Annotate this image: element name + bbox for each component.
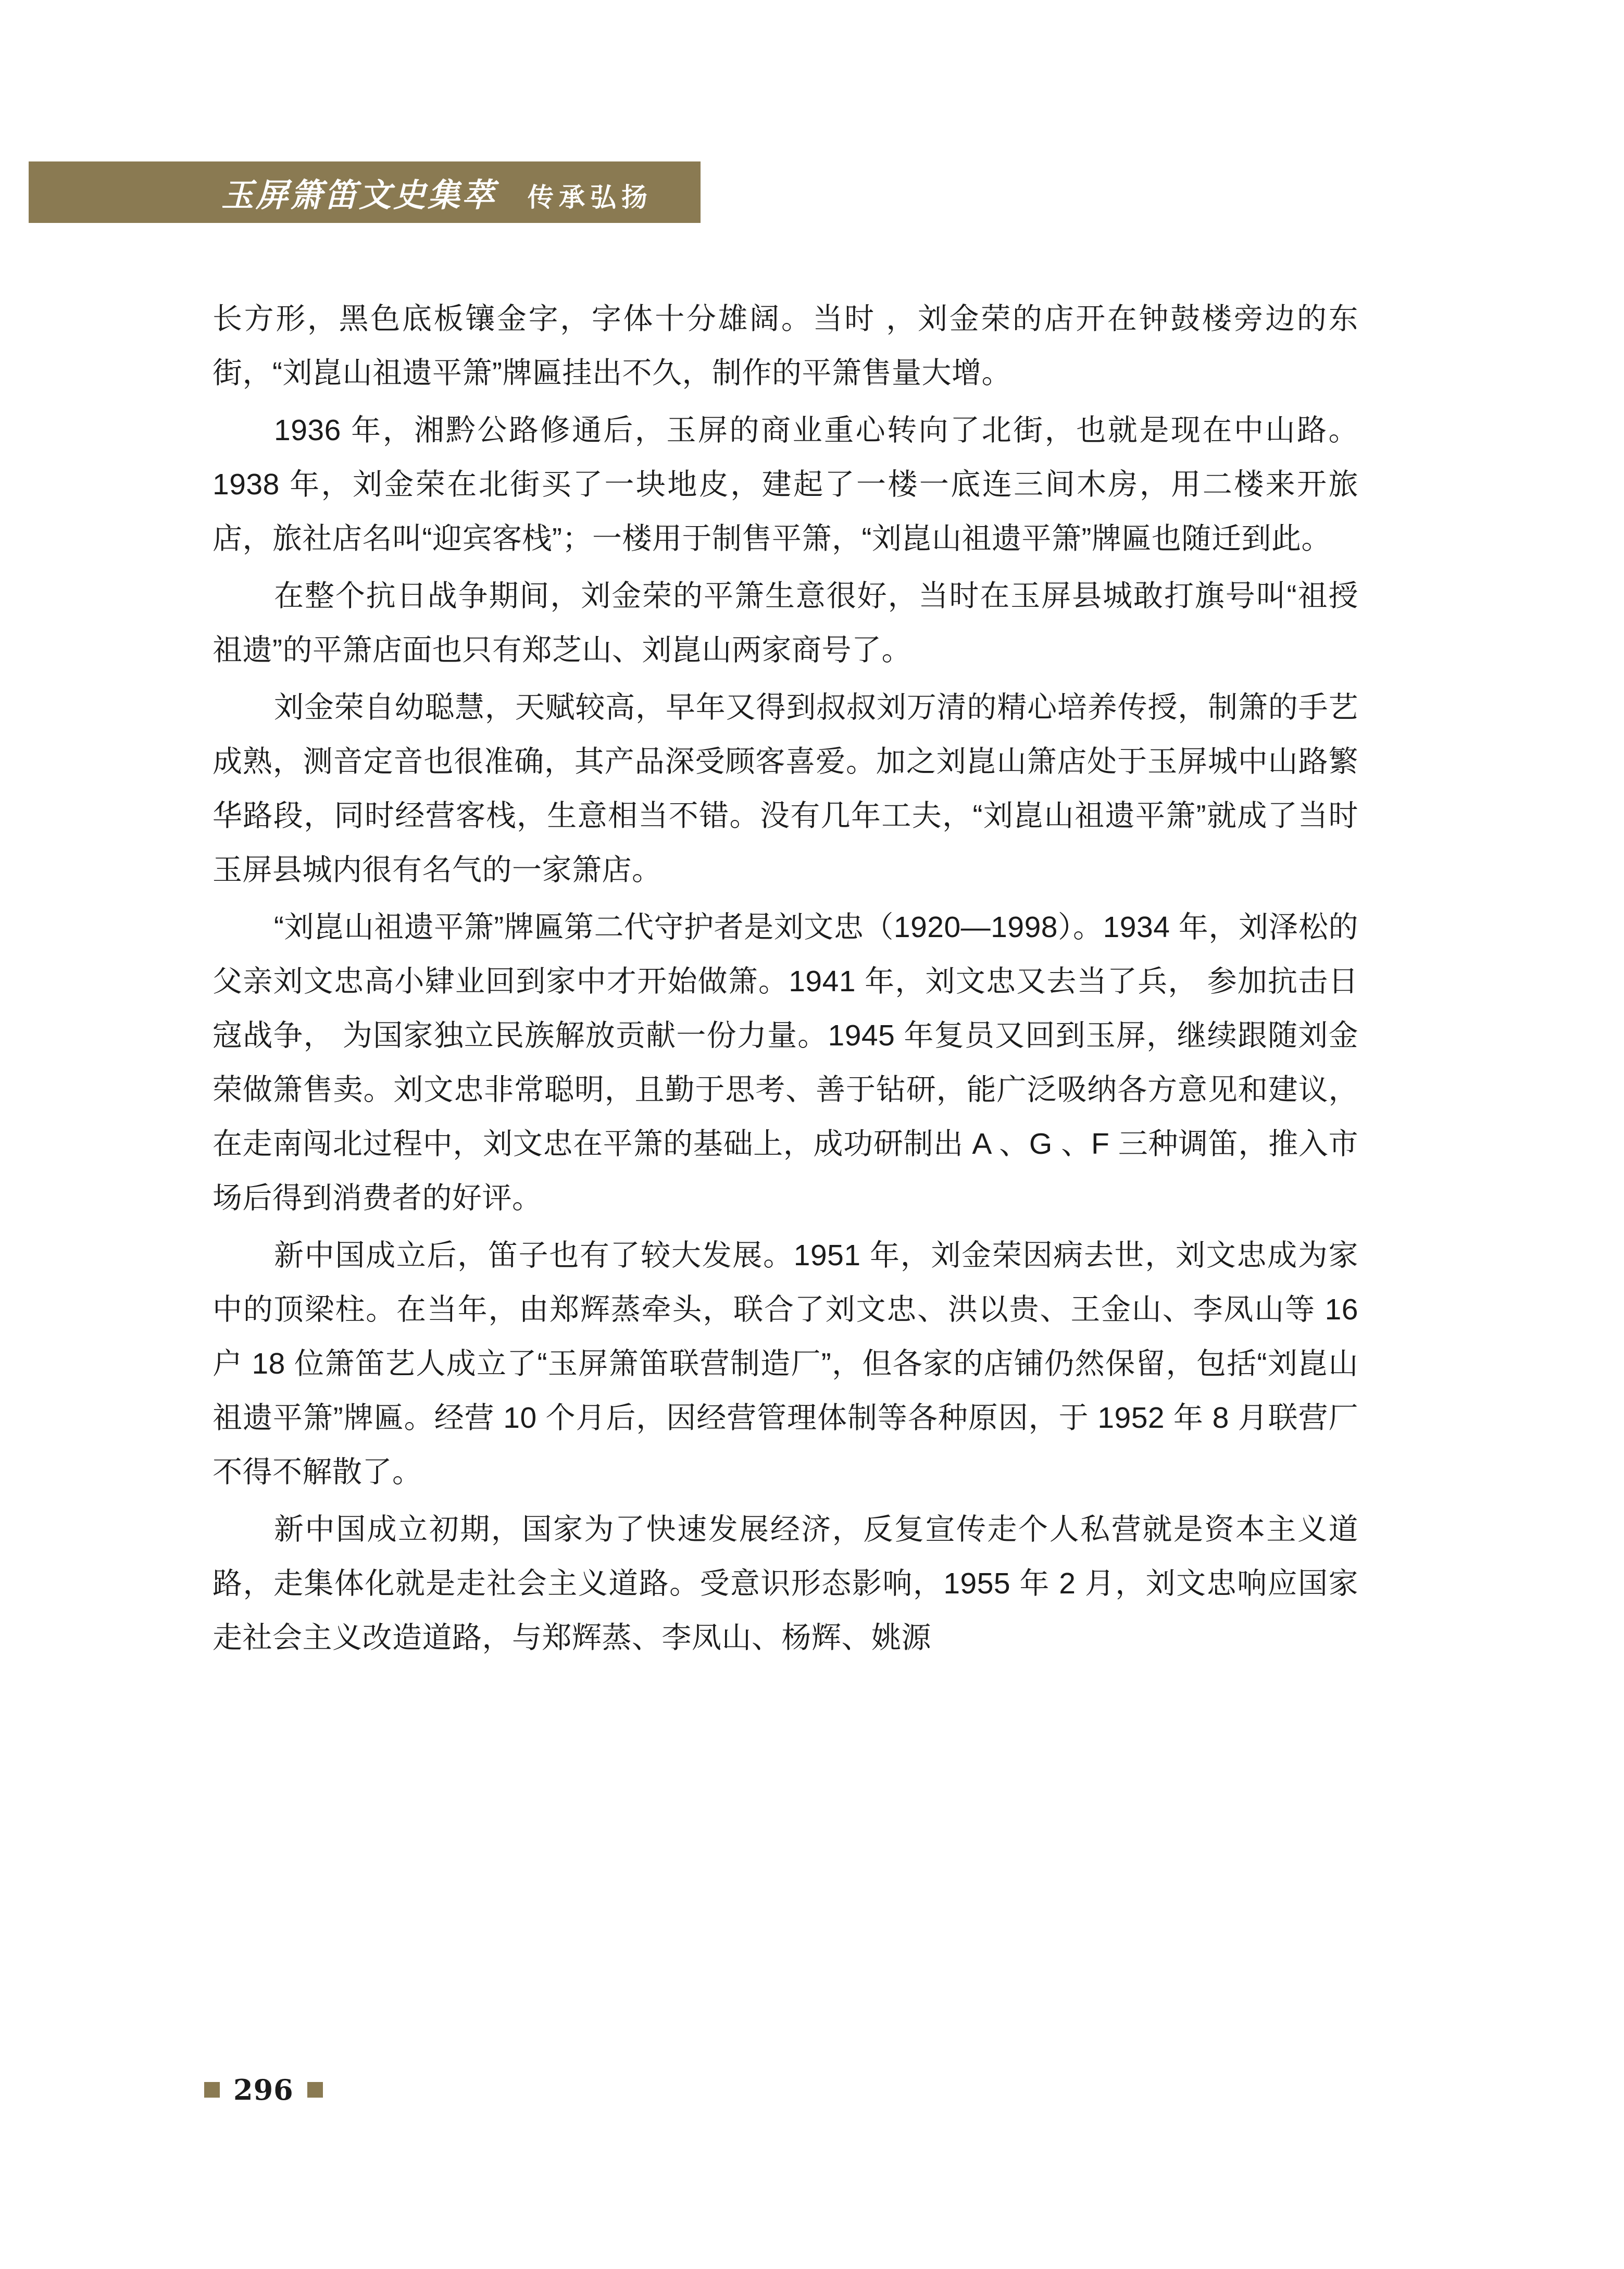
page-header-band (29, 161, 701, 223)
paragraph: 1936 年，湘黔公路修通后，玉屏的商业重心转向了北街，也就是现在中山路。1938 年，刘金荣在北街买了一块地皮，建起了一楼一底连三间木房，用二楼来开旅店，旅社店名叫“迎宾客栈”；一楼用于制售平箫，“刘崑山祖遗平箫”牌匾也随迁到此。 (213, 414, 1358, 555)
footer-marker-left-icon (204, 2082, 220, 2098)
book-title: 玉屏箫笛文史集萃 (221, 176, 497, 214)
section-title: 传承弘扬 (528, 181, 653, 213)
paragraph: 在整个抗日战争期间，刘金荣的平箫生意很好，当时在玉屏县城敢打旗号叫“祖授祖遗”的平箫店面也只有郑芝山、刘崑山两家商号了。 (213, 579, 1358, 667)
page-body (213, 292, 1358, 1668)
page-number: 296 (233, 2073, 294, 2106)
paragraph: 新中国成立后，笛子也有了较大发展。1951 年，刘金荣因病去世，刘文忠成为家中的顶梁柱。在当年，由郑辉蒸牵头，联合了刘文忠、洪以贵、王金山、李凤山等 16 户 18 位箫笛艺人成立了“玉屏箫笛联营制造厂”，但各家的店铺仍然保留，包括“刘崑山祖遗平箫”牌匾。经营 10 个月后，因经营管理体制等各种原因，于 1952 年 8 月联营厂不得不解散了。 (213, 1239, 1358, 1489)
paragraph: 新中国成立初期，国家为了快速发展经济，反复宣传走个人私营就是资本主义道路，走集体化就是走社会主义道路。受意识形态影响，1955 年 2 月，刘文忠响应国家走社会主义改造道路，与郑辉蒸、李凤山、杨辉、姚源 (213, 1513, 1358, 1654)
header-titles (221, 169, 653, 216)
paragraph: “刘崑山祖遗平箫”牌匾第二代守护者是刘文忠（1920—1998）。1934 年，刘泽松的父亲刘文忠高小肄业回到家中才开始做箫。1941 年，刘文忠又去当了兵， 参加抗击日寇战争， 为国家独立民族解放贡献一份力量。1945 年复员又回到玉屏，继续跟随刘金荣做箫售卖。刘文忠非常聪明，且勤于思考、善于钻研，能广泛吸纳各方意见和建议，在走南闯北过程中，刘文忠在平箫的基础上，成功研制出 A 、G 、F 三种调笛，推入市场后得到消费者的好评。 (213, 911, 1358, 1215)
paragraph: 刘金荣自幼聪慧，天赋较高，早年又得到叔叔刘万清的精心培养传授，制箫的手艺成熟，测音定音也很准确，其产品深受顾客喜爱。加之刘崑山箫店处于玉屏城中山路繁华路段，同时经营客栈，生意相当不错。没有几年工夫，“刘崑山祖遗平箫”就成了当时玉屏县城内很有名气的一家箫店。 (213, 691, 1358, 887)
footer-marker-right-icon (307, 2082, 323, 2098)
page-footer (204, 2073, 323, 2106)
paragraph: 长方形，黑色底板镶金字，字体十分雄阔。当时 ，刘金荣的店开在钟鼓楼旁边的东街，“刘崑山祖遗平箫”牌匾挂出不久，制作的平箫售量大增。 (213, 302, 1358, 390)
